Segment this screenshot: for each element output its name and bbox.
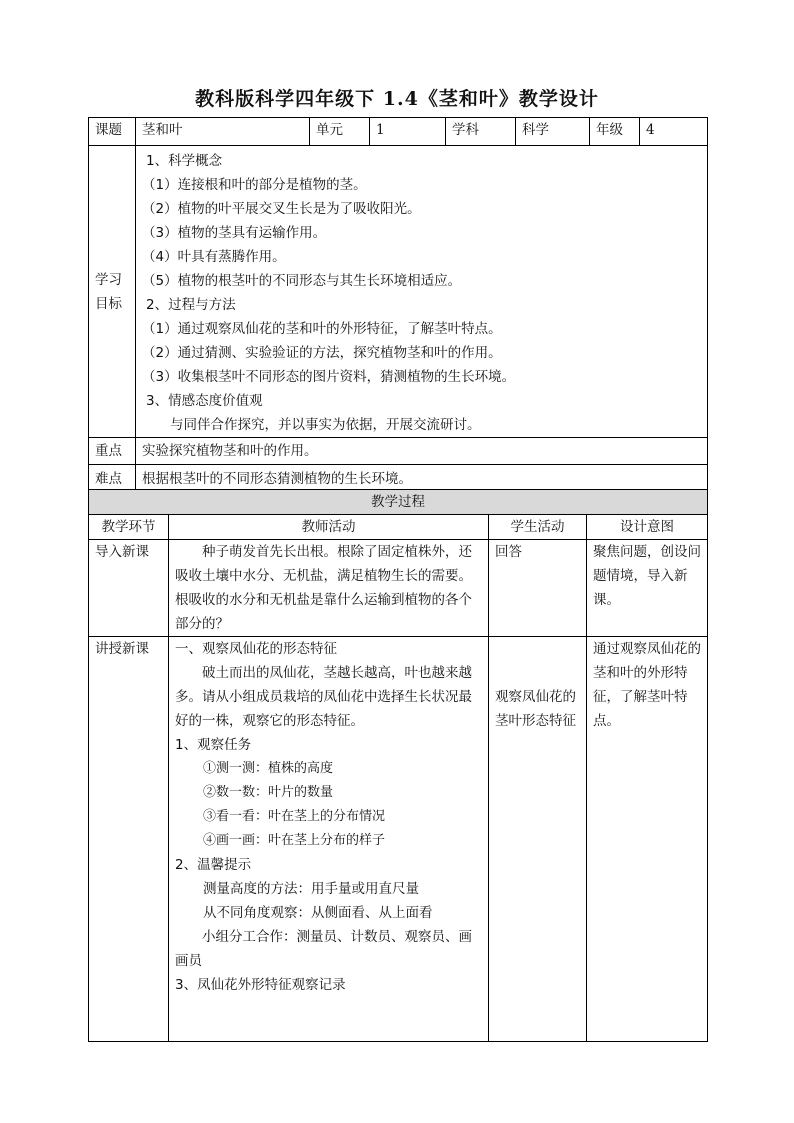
objective-line: 与同伴合作探究，并以事实为依据，开展交流研讨。 [170, 417, 481, 433]
objectives-content [136, 146, 708, 438]
task-heading: 1、观察任务 [175, 737, 252, 753]
grade-value: 4 [640, 118, 708, 146]
objective-line: （4）叶具有蒸腾作用。 [142, 249, 286, 265]
objective-line: （2）植物的叶平展交叉生长是为了吸收阳光。 [142, 201, 421, 217]
column-header-intent: 设计意图 [587, 515, 708, 540]
teaching-process-table [88, 489, 708, 1042]
subject-label: 学科 [446, 118, 516, 146]
unit-label: 单元 [310, 118, 370, 146]
objective-line: 2、过程与方法 [146, 297, 236, 313]
subject-value: 科学 [516, 118, 590, 146]
objective-line: 1、科学概念 [146, 153, 223, 169]
topic-value: 茎和叶 [136, 118, 310, 146]
document-title: 教科版科学四年级下 1.4《茎和叶》教学设计 [195, 88, 599, 110]
tip-item: 小组分工合作：测量员、计数员、观察员、画画员 [175, 929, 472, 969]
teach-design-intent: 通过观察凤仙花的茎和叶的外形特征，了解茎叶特点。 [587, 637, 708, 1042]
teach-student-activity: 观察凤仙花的茎叶形态特征 [489, 637, 587, 1042]
key-point-value: 实验探究植物茎和叶的作用。 [136, 438, 708, 465]
difficulty-value: 根据根茎叶的不同形态猜测植物的生长环境。 [136, 465, 708, 493]
record-heading: 3、凤仙花外形特征观察记录 [175, 977, 346, 993]
objective-line: （1）通过观察凤仙花的茎和叶的外形特征，了解茎叶特点。 [142, 321, 502, 337]
tip-item: 测量高度的方法：用手量或用直尺量 [203, 881, 419, 897]
task-item: ①测一测：植株的高度 [203, 761, 334, 776]
topic-label: 课题 [89, 118, 136, 146]
teacher-heading: 一、观察凤仙花的形态特征 [175, 641, 337, 657]
teacher-paragraph: 破土而出的凤仙花，茎越长越高，叶也越来越多。请从小组成员栽培的凤仙花中选择生长状况最好的一株，观察它的形态特征。 [175, 665, 472, 729]
intro-student-activity: 回答 [489, 540, 587, 637]
lesson-info-table [88, 117, 708, 493]
tip-item: 从不同角度观察：从侧面看、从上面看 [203, 905, 433, 921]
objective-line: （5）植物的根茎叶的不同形态与其生长环境相适应。 [142, 273, 462, 289]
teach-stage: 讲授新课 [89, 637, 169, 1042]
objective-line: （1）连接根和叶的部分是植物的茎。 [142, 177, 367, 193]
column-header-stage: 教学环节 [89, 515, 169, 540]
task-item: ④画一画：叶在茎上分布的样子 [203, 833, 386, 848]
objectives-label: 学习 目标 [89, 146, 136, 438]
column-header-student: 学生活动 [489, 515, 587, 540]
process-header: 教学过程 [89, 490, 708, 515]
objective-line: （2）通过猜测、实验验证的方法，探究植物茎和叶的作用。 [142, 345, 502, 361]
intro-stage: 导入新课 [89, 540, 169, 637]
intro-design-intent: 聚焦问题，创设问题情境，导入新课。 [587, 540, 708, 637]
objective-line: （3）收集根茎叶不同形态的图片资料，猜测植物的生长环境。 [142, 369, 516, 385]
objective-line: （3）植物的茎具有运输作用。 [142, 225, 327, 241]
intro-teacher-activity: 种子萌发首先长出根。根除了固定植株外，还吸收土壤中水分、无机盐，满足植物生长的需要。根吸收的水分和无机盐是靠什么运输到植物的各个部分的？ [169, 540, 489, 637]
column-header-teacher: 教师活动 [169, 515, 489, 540]
teach-teacher-activity [169, 637, 489, 1042]
key-point-label: 重点 [89, 438, 136, 465]
task-item: ②数一数：叶片的数量 [203, 785, 334, 800]
task-item: ③看一看：叶在茎上的分布情况 [203, 809, 386, 824]
difficulty-label: 难点 [89, 465, 136, 493]
unit-value: 1 [370, 118, 446, 146]
grade-label: 年级 [590, 118, 640, 146]
tip-heading: 2、温馨提示 [175, 857, 252, 873]
objective-line: 3、情感态度价值观 [146, 393, 263, 409]
